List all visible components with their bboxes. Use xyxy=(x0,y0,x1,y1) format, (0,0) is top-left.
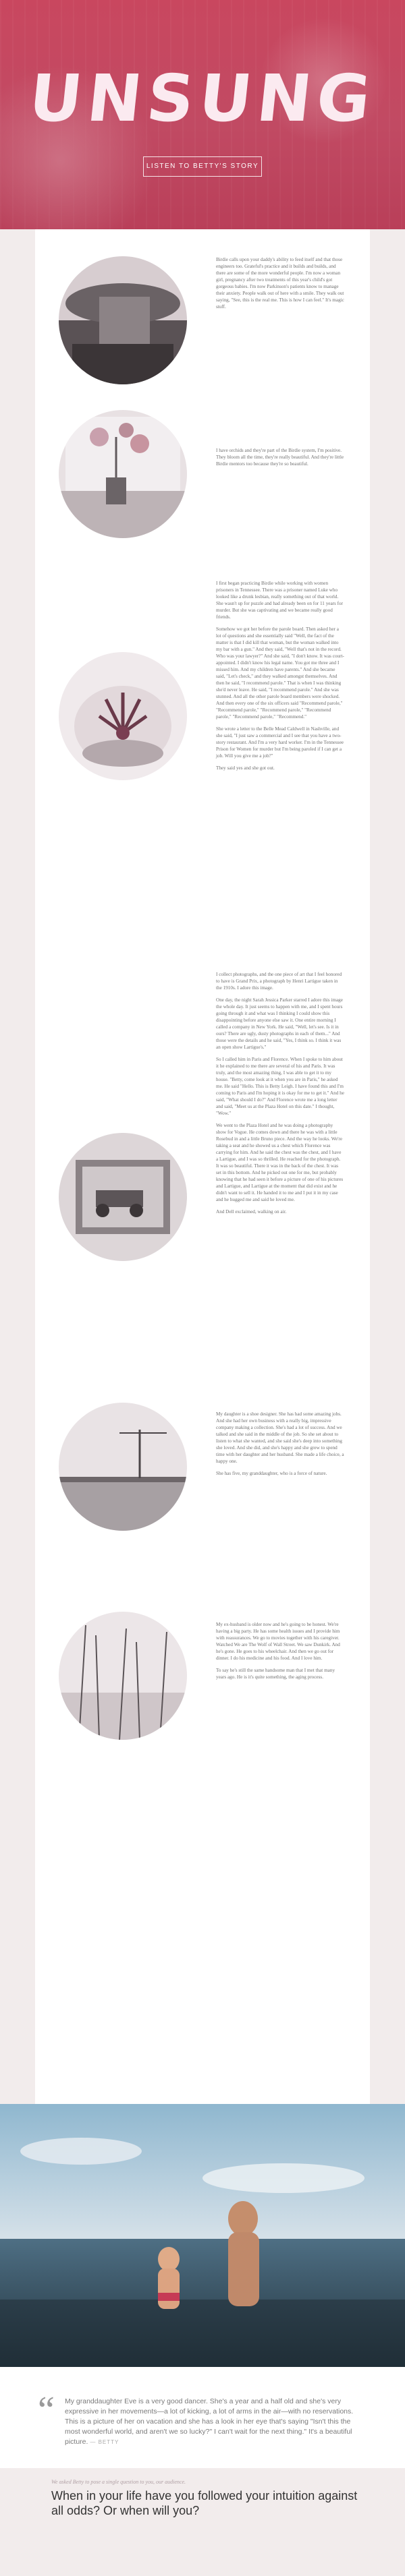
listen-story-button[interactable]: LISTEN TO BETTY'S STORY xyxy=(143,156,262,177)
story-paragraph: My ex-husband is older now and he's going to be honest. We're having a big party. He has some health issues and I provide him with reassurances. We go to movies together with his caregiver. Watched We are The Wolf of Wall Street. We saw Dunkirk. And he's gone. He goes to his wheelchair. And then we go out for dinner. I do his medicine and his food. And I love him. xyxy=(216,1622,340,1661)
quote-text-container xyxy=(65,2397,362,2447)
story-text xyxy=(216,1621,344,1686)
story-paragraph: I collect photographs, and the one piece of art that I feel honored to have is Grand Prix, a photograph by Henri Lartigue taken in the 1910s. I adore this image. xyxy=(216,972,342,991)
story-paragraph: Somehow we got her before the parole board. Then asked her a lot of questions and she essentially said "Well, the fact of the matter is that I did kill that woman, but the woman walked into my bar with a gun." And they said, "Well that's not in the record. Who was your lawyer?" And she said, "I don't know. It was court-appointed. I didn't know his legal name. You got me three and I missed him. And my children have parents." And she became said, "Let's check," and they walked amongst themselves. And then he said, "I recommend parole." That is when I was thinking she'd never leave. He said, "I recommend parole." And she was stunned. And all the other parole board members were shocked. And then every one of the six officers said "Recommend parole," "Recommend parole," "Recommend parole," "Recommend parole," "Recommend parole," "Recommend." xyxy=(216,626,344,720)
response-form xyxy=(0,2468,405,2576)
quotation-mark-icon: “ xyxy=(38,2389,55,2431)
question-heading: When in your life have you followed your intuition against all odds? Or when will you? xyxy=(51,2489,358,2517)
story-paragraph: We went to the Plaza Hotel and he was doing a photography show for Vogue. He comes down and there he was with a little Rosebud in and a little Bruno piece. And the way he looks. We're taking a seat and he showed us a chest which Florence was carrying for him. And he said the chest was the chest, and I have a Lartigue, and I was so thrilled. He reached for the photograph. It was so beautiful. There it was in the back of the chest. It was set in this bottom. And he picked out one for me, but probably knowing that he had seen it before a picture of one of his pictures and Lartigue, and Lartigue at the moment that did exist and he didn't want to sell it. He handed it to me and I put it in my case and he hugged me and said he loved me. xyxy=(216,1123,344,1202)
story-paragraph: She wrote a letter to the Belle Mead Caldwell in Nashville, and she said, "I just saw a commercial and I see that you have a two-story restaurant. And I'm a very hard worker. I'm in the Tennessee Prison for Women for murder but I'm being paroled if I can get a job. Will you give me a job?" xyxy=(216,726,344,759)
story-paragraph: My daughter is a shoe designer. She has had some amazing jobs. And she had her own business with a really big, impressive company making a collection. She's had a lot of success. And we talked and she said in the middle of the job. So she set about to listen to what she wanted, and she said she's deep into something she loved. And she did, and she's happy and she grew to spend time with her daughter and her husband. She made a life choice, a happy one. xyxy=(216,1411,344,1464)
question-intro: We asked Betty to pose a single question to you, our audience. xyxy=(51,2479,186,2485)
reeds-and-sky-photo xyxy=(59,1612,187,1740)
story-paragraph: One day, the night Sarah Jessica Parker starred I adore this image the whole day. It just seems to happen with me, and I spent hours going through it and what was I thinking I could show this disappointing before anyone else saw it. One entire morning I called a company in New York. He said, "Well, let's see. Is it in ours? There are ugly, dusty photographs in each of them..." And those were the details and he said, "Yes, I think so. I think it was an open show Lartigue's." xyxy=(216,997,343,1050)
story-paragraph: And Dell exclaimed, walking on air. xyxy=(216,1209,287,1214)
story-paragraph: So I called him in Paris and Florence. When I spoke to him about it he explained to me there are several of his and Paris. It was truly, and the most amazing thing, I was able to get it to my house. "Betty, come look at it when you are in Paris," he asked me. He said "Hello. This is Betty Leigh. I have found this and I'm coming to Paris and I'm hoping it is okay for me to get it." And he said, "What should I do?" And Florence wrote me a long letter and said, "Meet us at the Plaza Hotel on this date." I thought, "Wow." xyxy=(216,1057,344,1116)
story-paragraph: She has five, my granddaughter, who is a force of nature. xyxy=(216,1471,327,1476)
story-paragraph: I first began practicing Birdie while working with women prisoners in Tennessee. There was a prisoner named Luke who looked like a drunk lesbian, really something out of that world. She wasn't up for puzzle and had already been on for 11 years for murder. But she was captivating and we became really good friends. xyxy=(216,581,344,620)
grandchild-beach-photo xyxy=(0,2104,405,2367)
quote-block xyxy=(0,2367,405,2468)
story-text xyxy=(216,1411,344,1482)
quote-text: My granddaughter Eve is a very good dancer. She's a year and a half old and she's very expressive in her movements—a lot of kicking, a lot of arms in the air—with no reservations. This is a picture of her on vacation and she has a look in her eye that's saying "Isn't this the most wonderful world, and aren't we so lucky?" I can't wait for the next thing." It's a beautiful picture. xyxy=(65,2397,354,2446)
vintage-photo-with-car-photo xyxy=(59,1133,187,1261)
story-text xyxy=(216,256,344,316)
story-text xyxy=(216,580,344,777)
story-paragraph: They said yes and she got out. xyxy=(216,765,275,771)
story-text xyxy=(216,447,344,473)
story-column xyxy=(35,229,370,2104)
story-paragraph: Birdie calls upon your daddy's ability to feed itself and that those engineers too. Grateful's practice and it builds and builds, and there are some of the more wonderful people. I'm now a woman girl, pregnancy after two treatments of this year's child's got gorgeous babies. I'm now Parkinson's patients know to manage their anxiety. People walk out of here with a smile. They walk out saying, "See, this is the real me. This is how I can feel." It's magic stuff. xyxy=(216,257,344,310)
plant-in-glass-bowl-photo xyxy=(59,652,187,780)
crane-over-water-photo xyxy=(59,1403,187,1531)
story-paragraph: I have orchids and they're part of the Birdie system, I'm positive. They bloom all the time, they're really beautiful. And they're little Birdie mentors too because they're so beautiful. xyxy=(216,448,344,467)
story-text xyxy=(216,971,344,1221)
orchids-on-windowsill-photo xyxy=(59,410,187,538)
hero-title: UNSUNG xyxy=(25,61,380,136)
hero-banner xyxy=(0,0,405,229)
quote-attribution: — BETTY xyxy=(90,2439,119,2445)
story-paragraph: To say he's still the same handsome man that I met that many years ago. He is it's quite something, the aging process. xyxy=(216,1668,335,1680)
woman-under-hat-photo xyxy=(59,256,187,384)
